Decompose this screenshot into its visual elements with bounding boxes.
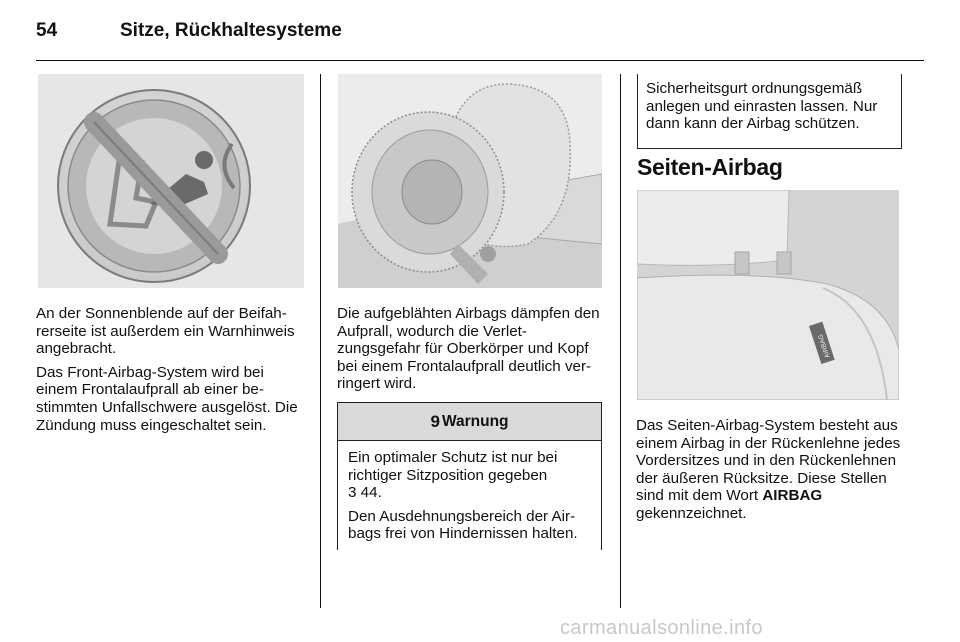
child-seat-prohibition-figure: [38, 74, 304, 288]
page-reference: 44.: [356, 484, 382, 502]
front-airbag-paragraph: Das Front-Airbag-System wird bei einem Frontalaufprall ab einer bestimmten Unfallschwere ausgelöst. Die Zündung muss eingeschaltet sein.: [36, 363, 298, 434]
seatbelt-note-box: [637, 74, 902, 149]
warning-body: [338, 441, 601, 543]
watermark: carmanualsonline.info: [560, 617, 763, 639]
page-reference-icon: 3: [348, 484, 357, 502]
column-3-text: [636, 417, 902, 529]
page-number: 54: [36, 20, 58, 41]
column-1-text: [36, 305, 304, 440]
header-rule: [36, 60, 924, 61]
sun-visor-paragraph: An der Sonnenblende auf der Beifahrerseite ist außerdem ein Warnhinweis angebracht.: [36, 305, 295, 358]
warning-title: Warnung: [441, 412, 509, 430]
column-divider-right: [620, 74, 621, 608]
seatbelt-note: Sicherheitsgurt ordnungsgemäß anlegen und einrasten lassen. Nur dann kann der Airbag schützen.: [646, 80, 878, 133]
chapter-title: Sitze, Rückhaltesysteme: [120, 20, 342, 41]
column-divider-left: [320, 74, 321, 608]
warning-para-1: Ein optimaler Schutz ist nur bei richtiger Sitzposition gegeben 3 44.: [348, 449, 558, 502]
warning-para-2: Den Ausdehnungsbereich der Airbags frei von Hindernissen halten.: [348, 507, 578, 543]
warning-triangle-icon: 9: [430, 411, 440, 431]
warning-header: [338, 403, 601, 441]
page-header: [36, 18, 924, 58]
seat-airbag-tag-label: AIRBAG: [817, 333, 832, 359]
column-2-text: [337, 305, 603, 399]
airbag-word: AIRBAG: [762, 487, 823, 505]
seat-airbag-label-figure: [637, 190, 899, 400]
warning-box: [337, 402, 602, 550]
side-airbag-paragraph: Das Seiten-Airbag-System besteht aus einem Airbag in der Rückenlehne jedes Vordersitzes und in den Rückenlehnen der äußeren Rücksitze. Diese Stellen sind mit dem Wort AIRBAG gekennzeichnet.: [636, 417, 901, 522]
inflated-airbags-paragraph: Die aufgeblähten Airbags dämpfen den Aufprall, wodurch die Verletzungsgefahr für Oberkörper und Kopf bei einem Frontalaufprall deutlich verringert wird.: [337, 305, 600, 393]
front-airbags-figure: [338, 74, 602, 288]
section-title-side-airbag: Seiten-Airbag: [637, 154, 783, 180]
